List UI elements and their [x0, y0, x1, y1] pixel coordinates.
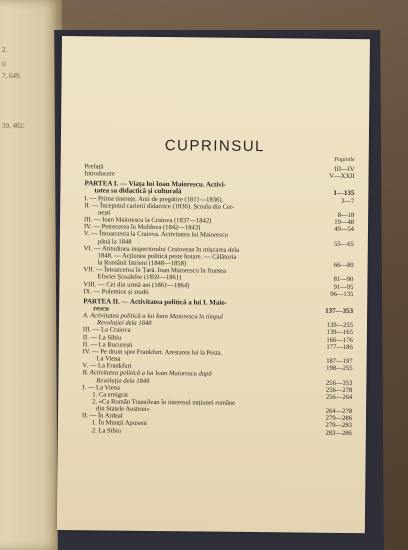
toc-entry-text: 1. Ca emigrat: [92, 391, 128, 399]
toc-entry-pages: 49—54: [334, 226, 355, 234]
toc-entry-text: Prefață: [84, 163, 104, 171]
toc-entry-pages: 256—264: [325, 393, 353, 401]
toc-entry-pages: 256—353: [325, 379, 353, 387]
toc-entry-pages: 8—18: [337, 211, 355, 220]
toc-entry-pages: 279—283: [325, 422, 352, 430]
toc-entry-pages: 139—165: [326, 329, 353, 337]
left-page-fragment: ti: [2, 60, 6, 68]
toc-entry-text: IX. — Polemice și studii: [83, 287, 149, 296]
left-page-fragment: 2.: [2, 46, 8, 54]
toc-entry-text: IV. — Petrecerea în Moldova (1842—1843): [83, 223, 201, 232]
toc-entry-text: 2. La Sibiu: [91, 426, 122, 435]
toc-entry-pages: 198—255: [326, 365, 353, 373]
toc-entry-text: V. — La Frankfurt: [82, 362, 132, 370]
toc-entry-pages: 137—353: [325, 306, 354, 316]
toc-entry-text: I. — La Viena: [82, 383, 120, 392]
left-page-fragment: 39, 402.: [2, 122, 25, 130]
toc-entry-pages: 3—7: [341, 197, 355, 205]
toc-entry-pages: III—IV: [334, 165, 355, 174]
toc-page: [57, 36, 370, 533]
toc-entry-text: din Statele Austriei»: [96, 405, 150, 414]
toc-entry-pages: 55—65: [334, 240, 354, 248]
toc-entry-text: II. — La București: [82, 340, 133, 349]
toc-entry-text: Revoluția dela 1848: [96, 376, 150, 385]
toc-entry-text: 2. «Ca Român Transilvan în interesul națiunei române: [92, 398, 236, 407]
toc-entry-text: 1. În Munții Apuseni: [91, 419, 147, 428]
toc-entry-text: I. — Prima tinerețe. Anii de pregătire (1811—1836).: [84, 194, 224, 204]
toc-entry-pages: 1—135: [333, 189, 355, 198]
toc-entry-text: VI. — Atitudinea inspectorului Craiovean în mișcarea dela: [83, 244, 240, 254]
toc-entry-text: VII. — Întoarcerea în Țară. Ioan Maiorescu în fruntea: [83, 266, 227, 275]
toc-entry-text: IV. — Pe drum spre Frankfurt. Arestarea lui la Pesta.: [82, 348, 223, 357]
toc-entry-pages: 139—255: [326, 322, 354, 330]
toc-entry-pages: 264—278: [325, 407, 353, 416]
toc-entry-pages: V—XXII: [329, 172, 355, 181]
toc-entry-text: III. — Ioan Maiorescu la Craiova (1837—1842): [84, 216, 212, 225]
page-title: CUPRINSUL: [164, 137, 266, 156]
toc-entry-pages: 283—286: [325, 429, 352, 437]
toc-entry: [82, 427, 352, 437]
toc-entry-text: PARTEA II. — Activitatea politică a lui I. Maio-: [83, 297, 228, 307]
pages-column-header: Paginile: [334, 156, 355, 164]
toc-entry-pages: 19—48: [334, 218, 355, 227]
toc-entry-pages: 81—90: [333, 276, 354, 284]
toc-entry-text: II. — În Ardeal: [81, 412, 123, 420]
toc-entry-text: PARTEA I. — Viața lui Ioan Maiorescu. Activi-: [84, 179, 227, 190]
toc-entry-pages: 256—278: [325, 386, 353, 394]
toc-entry-text: Introducere: [84, 170, 115, 178]
toc-entry-text: rescu: [93, 304, 110, 313]
left-page: [0, 0, 62, 550]
toc-entry-text: V. — Întoarcerea la Craiova. Activitatea lui Maiorescu: [83, 230, 228, 240]
toc-entry-pages: 279—286: [325, 415, 353, 423]
left-page-fragment: 7, 649.: [2, 72, 22, 80]
toc-entry-text: Eforiei Școalelor (1859—1861): [97, 273, 182, 282]
toc-entry-text: 1848. — Acțiunea politică peste hotare. — Călătoria: [97, 252, 237, 261]
toc-entry-text: A. Activitatea politică a lui Ioan Maiorescu în timpul: [83, 312, 223, 321]
toc-entry-text: B. Activitatea politică a lui Ioan Maiorescu după: [82, 369, 212, 378]
table-of-contents: [82, 163, 355, 437]
toc-entry-text: nești: [98, 209, 111, 217]
toc-entry-pages: 166—176: [326, 336, 353, 344]
toc-entry-text: VIII. — Cei din urmă ani (1861—1864): [83, 280, 190, 289]
toc-entry-pages: 91—95: [333, 283, 354, 291]
toc-entry-text: III. — La Craiova: [82, 326, 131, 335]
toc-entry-text: La Viena: [96, 355, 121, 363]
toc-entry-text: II. — Începutul carierii didactice (1836). Școala din Cer-: [84, 202, 235, 211]
toc-entry-text: Revoluției dela 1848: [96, 319, 152, 328]
toc-entry-pages: 177—186: [326, 343, 353, 351]
toc-entry-pages: 66—80: [333, 261, 354, 270]
toc-entry-pages: 187—197: [326, 357, 353, 366]
toc-entry-pages: 96—135: [330, 290, 354, 298]
toc-entry-text: II. — La Sibiu: [82, 333, 122, 342]
toc-entry-text: până la 1848: [97, 237, 132, 246]
toc-entry-text: tatea sa didactică și culturală: [94, 186, 182, 196]
toc-entry-text: la Românii Istrieni (1848—1858): [97, 259, 187, 268]
